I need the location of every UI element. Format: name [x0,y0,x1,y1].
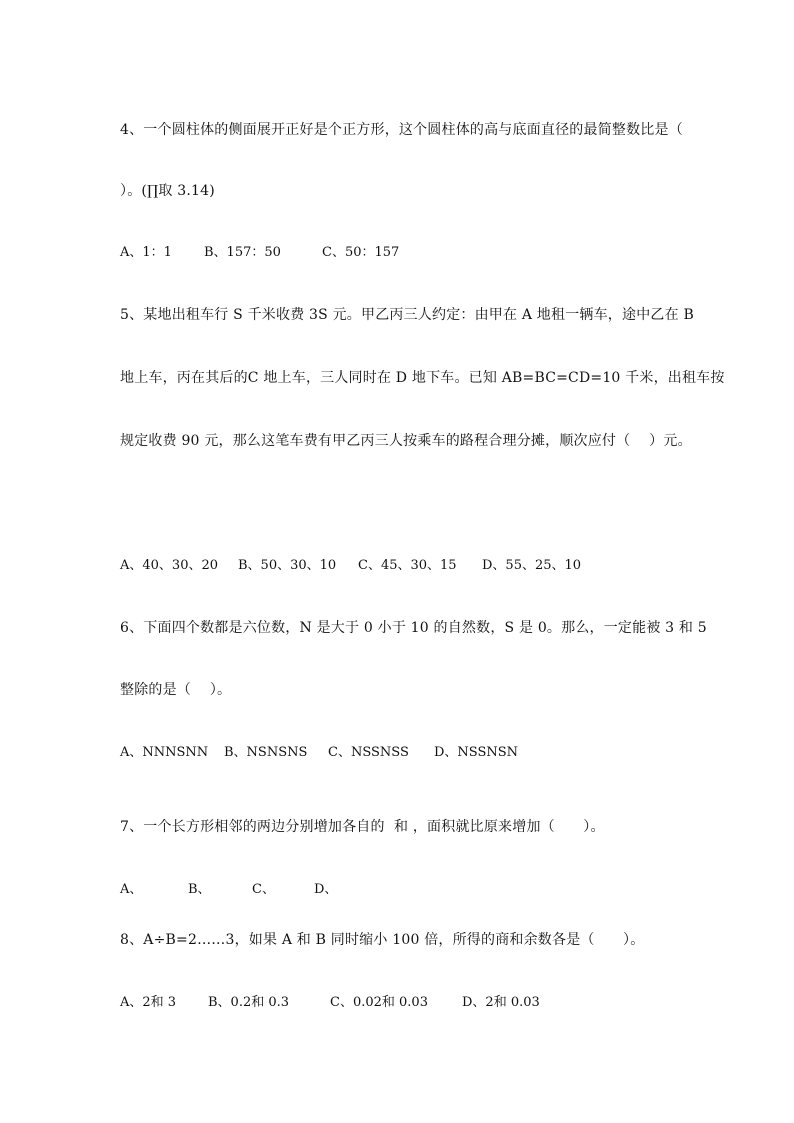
question-7-option-b: B、 [188,882,211,897]
question-5-line-1: 5、某地出租车行 S 千米收费 3S 元。甲乙丙三人约定：由甲在 A 地租一辆车，途中乙在 B [120,307,694,323]
question-7-option-a: A、 [120,882,143,897]
question-4-line-1: 4、一个圆柱体的侧面展开正好是个正方形，这个圆柱体的高与底面直径的最简整数比是（ [120,122,683,138]
question-8-option-b: B、0.2和 0.3 [208,995,290,1010]
question-8-option-d: D、2和 0.03 [462,995,540,1010]
question-7-line-1: 7、一个长方形相邻的两边分别增加各自的 和 ，面积就比原来增加（ ）。 [120,819,605,835]
question-4-option-b: B、157：50 [204,245,281,260]
question-5-line-2: 地上车，丙在其后的C 地上车，三人同时在 D 地下车。已知 AB=BC=CD=10 千米，出租车按 [120,370,725,386]
question-6-line-1: 6、下面四个数都是六位数，N 是大于 0 小于 10 的自然数，S 是 0。那么，一定能被 3 和 5 [120,620,707,636]
question-5-option-d: D、55、25、10 [482,558,582,573]
question-8-option-a: A、2和 3 [120,995,177,1010]
question-5-option-a: A、40、30、20 [120,558,219,573]
question-6-line-2: 整除的是（ ）。 [120,682,232,698]
question-6-option-d: D、NSSNSN [434,745,519,760]
question-6-option-a: A、NNNSNN [120,745,209,760]
question-4-line-2: ）。(∏取 3.14) [120,183,215,199]
question-6-option-c: C、NSSNSS [328,745,409,760]
question-5-option-b: B、50、30、10 [238,558,337,573]
question-6-option-b: B、NSNSNS [224,745,308,760]
question-4-option-a: A、1：1 [120,245,172,260]
question-7-option-d: D、 [314,882,338,897]
question-7-option-c: C、 [252,882,275,897]
question-5-option-c: C、45、30、15 [358,558,457,573]
question-8-line-1: 8、A÷B=2……3，如果 A 和 B 同时缩小 100 倍，所得的商和余数各是（ ）。 [120,932,645,948]
question-5-line-3: 规定收费 90 元，那么这笔车费有甲乙丙三人按乘车的路程合理分摊，顺次应付（ ）元。 [120,433,692,449]
question-8-option-c: C、0.02和 0.03 [330,995,428,1010]
question-4-option-c: C、50：157 [322,245,400,260]
